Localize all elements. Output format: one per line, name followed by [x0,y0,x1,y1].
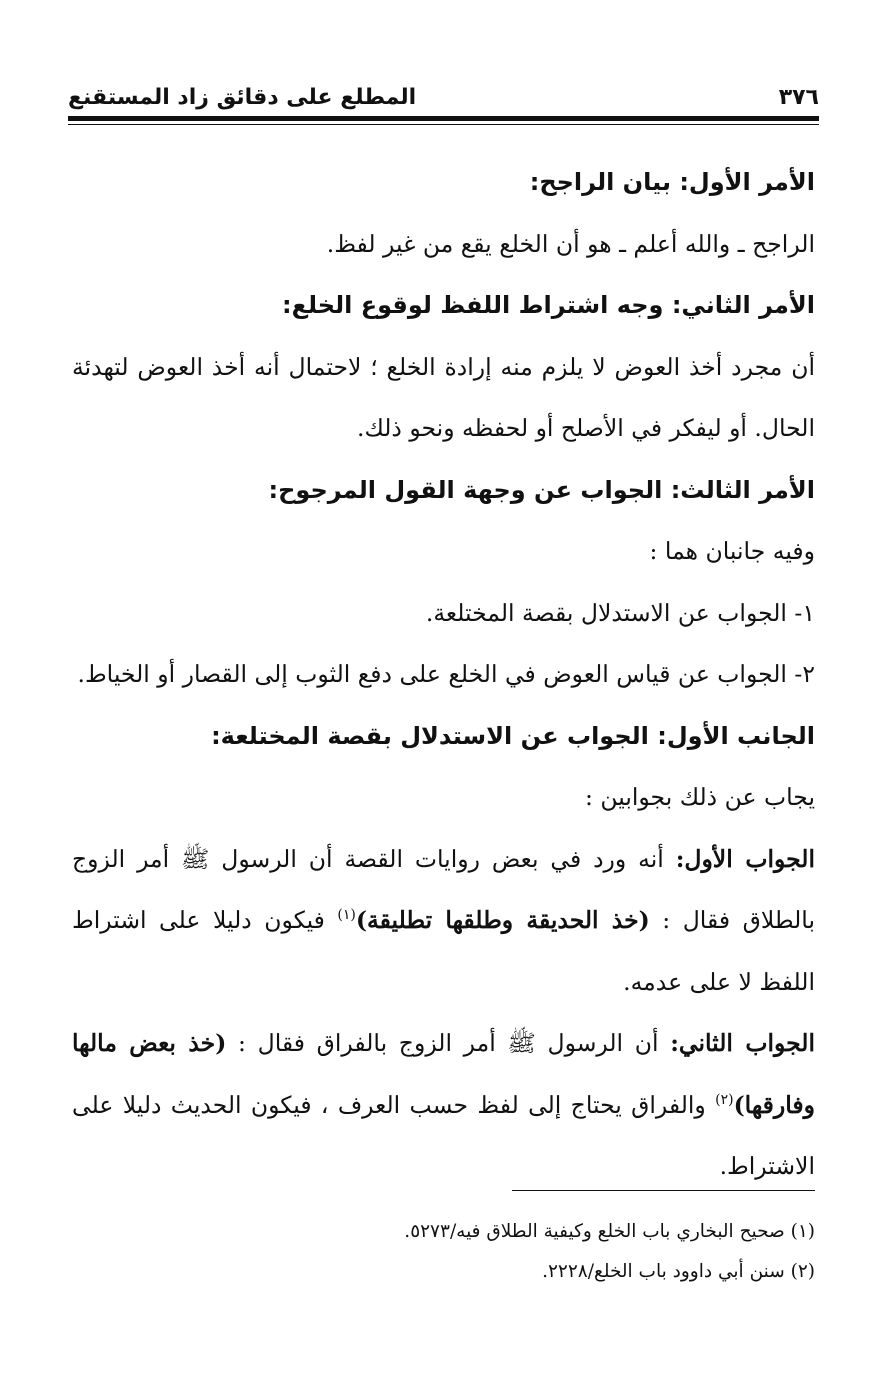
footnotes [72,1212,815,1292]
answer-text: فيكون دليلا على اشتراط اللفظ لا على عدمه. [72,906,815,996]
header-rule-thick [68,116,819,121]
answer-paragraph [72,1013,815,1198]
list-item: ١- الجواب عن الاستدلال بقصة المختلعة. [425,598,815,627]
paragraph: وفيه جانبان هما : [649,537,815,565]
section-heading: الجانب الأول: الجواب عن الاستدلال بقصة المختلعة: [211,721,815,750]
section-heading: الأمر الأول: بيان الراجح: [529,168,815,196]
answer-label: الجواب الثاني: [670,1029,815,1057]
answer-text: أن الرسول ﷺ أمر الزوج بالفراق فقال : [226,1029,671,1057]
paragraph: الراجح ـ والله أعلم ـ هو أن الخلع يقع من غير لفظ. [326,229,815,258]
page-number: ٣٧٦ [778,84,819,110]
hadith-quote: (خذ الحديقة وطلقها تطليقة) [355,906,650,934]
answer-text: والفراق يحتاج إلى لفظ حسب العرف ، فيكون الحديث دليلا على الاشتراط. [72,1090,815,1180]
footnote-ref: (٢) [715,1091,734,1108]
section-heading: الأمر الثالث: الجواب عن وجهة القول المرجوح: [268,475,815,504]
answer-paragraph [72,829,815,1014]
header-rule-thin [68,124,819,125]
book-title: المطلع على دقائق زاد المستقنع [68,84,417,110]
footnote: (١) صحيح البخاري باب الخلع وكيفية الطلاق فيه/٥٢٧٣. [404,1221,815,1242]
paragraph: أن مجرد أخذ العوض لا يلزم منه إرادة الخلع ؛ لاحتمال أنه أخذ العوض لتهدئة الحال. أو ليفكر في الأصلح أو لحفظه ونحو ذلك. [72,352,815,442]
running-header [68,80,819,114]
hadith-quote: (خذ بعض مالها وفارقها) [72,1029,815,1119]
answer-text: أنه ورد في بعض روايات القصة أن الرسول ﷺ أمر الزوج بالطلاق فقال : [72,844,815,934]
answer-label: الجواب الأول: [675,844,815,873]
section-heading: الأمر الثاني: وجه اشتراط اللفظ لوقوع الخلع: [282,291,815,319]
footnote-ref: (١) [337,907,356,924]
paragraph: يجاب عن ذلك بجوابين : [584,783,815,811]
footnote: (٢) سنن أبي داوود باب الخلع/٢٢٢٨. [542,1261,815,1282]
list-item: ٢- الجواب عن قياس العوض في الخلع على دفع الثوب إلى القصار أو الخياط. [77,660,815,688]
main-text [72,152,815,1198]
footnote-separator [512,1190,815,1191]
